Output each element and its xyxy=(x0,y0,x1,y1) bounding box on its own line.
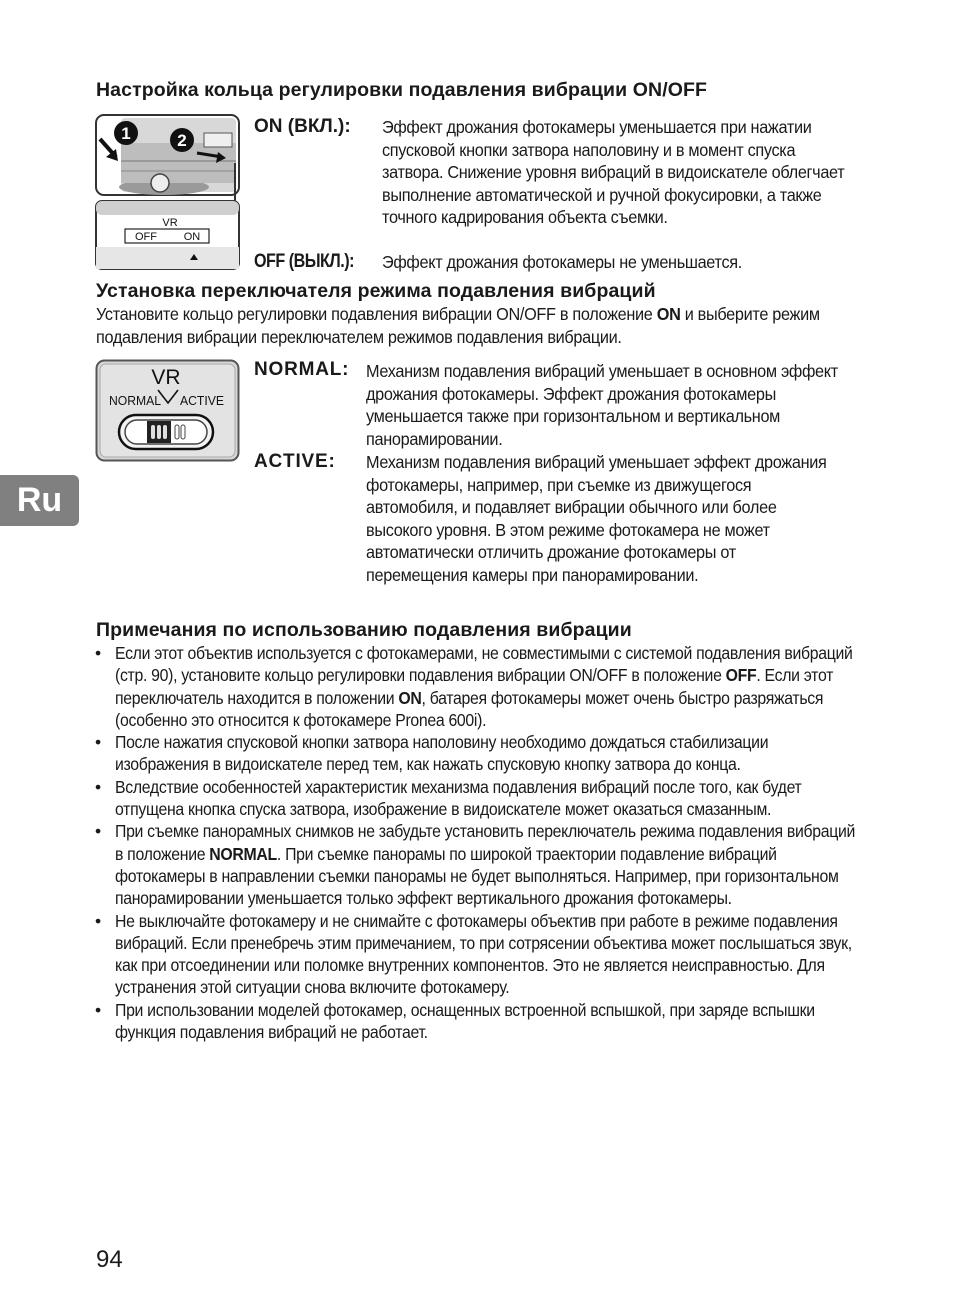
heading-notes: Примечания по использованию подавления вибрации xyxy=(96,619,632,641)
step-1-number: 1 xyxy=(121,124,131,143)
bullet-icon: • xyxy=(95,776,101,797)
note-bold: NORMAL xyxy=(209,843,277,864)
list-item xyxy=(95,820,925,909)
mode-switch-intro xyxy=(96,303,866,348)
bullet-icon: • xyxy=(95,643,101,663)
heading-mode-switch: Установка переключателя режима подавления вибраций xyxy=(96,280,656,302)
vr-ring-illustration xyxy=(94,113,246,273)
step-2-number: 2 xyxy=(177,131,187,150)
off-description: Эффект дрожания фотокамеры не уменьшается. xyxy=(382,252,742,272)
note-text: Если этот объектив используется с фотокамерами, не совместимыми с системой подавления вибраций (стр. 90), установите кольцо регулировки подавления вибрации ON/OFF в положение xyxy=(115,643,853,686)
normal-label-text: NORMAL: xyxy=(254,359,350,380)
normal-label: NORMAL xyxy=(109,393,161,408)
list-item xyxy=(95,776,925,821)
note-text: После нажатия спусковой кнопки затвора наполовину необходимо дождаться стабилизации изображения в видоискателе перед тем, как нажать спусковую кнопку затвора до конца. xyxy=(115,732,769,775)
page-number: 94 xyxy=(96,1246,123,1273)
list-item xyxy=(95,731,925,776)
off-label: OFF xyxy=(135,231,157,243)
note-bold: OFF xyxy=(725,665,757,686)
heading-vr-ring: Настройка кольца регулировки подавления вибрации ON/OFF xyxy=(96,79,707,101)
note-text: . Если этот переключатель находится в положении xyxy=(115,665,834,708)
off-label-text: OFF (ВЫКЛ.): xyxy=(254,251,354,272)
language-tab: Ru xyxy=(0,475,79,526)
note-text: При съемке панорамных снимков не забудьте установить переключатель режима подавления вибраций в положение xyxy=(115,821,856,864)
active-label-text: ACTIVE: xyxy=(254,451,336,472)
list-item xyxy=(95,910,925,999)
list-item xyxy=(95,642,925,731)
notes-list xyxy=(95,642,925,1043)
on-description: Эффект дрожания фотокамеры уменьшается при нажатии спусковой кнопки затвора наполовину и в момент спуска затвора. Снижение уровня вибраций в видоискателе облегчает выполнение автоматической и ручной фокусировки, а также точного кадрирования объекта съемки. xyxy=(382,117,845,227)
vr-mode-switch-illustration xyxy=(95,359,241,463)
note-bold: ON xyxy=(398,687,422,708)
note-text: При использовании моделей фотокамер, оснащенных встроенной вспышкой, при заряде вспышки функция подавления вибраций не работает. xyxy=(115,999,815,1043)
active-label: ACTIVE xyxy=(180,393,225,408)
intro-text: Установите кольцо регулировки подавления вибрации ON/OFF в положение xyxy=(96,304,657,324)
intro-text-end: и выберите режим подавления вибрации переключателем режимов подавления вибрации. xyxy=(96,304,820,347)
bullet-icon: • xyxy=(95,999,101,1020)
vr-label: VR xyxy=(162,217,178,229)
on-label: ON xyxy=(183,231,201,243)
note-text: Вследствие особенностей характеристик механизма подавления вибраций после того, как будет отпущена кнопка спуска затвора, изображение в видоискателе может оказаться смазанным. xyxy=(115,776,802,820)
bullet-icon: • xyxy=(95,910,101,931)
list-item xyxy=(95,999,925,1044)
active-description: Механизм подавления вибраций уменьшает эффект дрожания фотокамеры, например, при съемке из движущегося автомобиля, и подавляет вибрации обычного или более высокого уровня. В этом режиме фотокамера не может автоматически отличить дрожание фотокамеры от перемещения камеры при панорамировании. xyxy=(366,452,827,585)
bullet-icon: • xyxy=(95,821,101,842)
on-label-text: ON (ВКЛ.): xyxy=(254,116,351,137)
note-text: Не выключайте фотокамеру и не снимайте с фотокамеры объектив при работе в режиме подавления вибраций. Если пренебречь этим примечанием, то при сотрясении объектива может послышаться звук, как при отсоединении или поломке внутренних компонентов. Это не является неисправностью. Для устранения этой ситуации снова включите фотокамеру. xyxy=(115,910,852,998)
bullet-icon: • xyxy=(95,732,101,753)
note-text: , батарея фотокамеры может очень быстро разряжаться (особенно это относится к фотокамере Pronea 600i). xyxy=(115,687,824,730)
note-text: . При съемке панорамы по широкой траектории подавление вибраций фотокамеры в направлении съемки панорамы не будет выполняться. Например, при горизонтальном панорамировании уменьшается только эффект вертикального дрожания фотокамеры. xyxy=(115,843,839,909)
intro-on-bold: ON xyxy=(656,304,681,324)
normal-description: Механизм подавления вибраций уменьшает в основном эффект дрожания фотокамеры. Эффект дрожания фотокамеры уменьшается также при горизонтальном и вертикальном панорамировании. xyxy=(366,361,838,449)
vr-label: VR xyxy=(151,366,181,389)
